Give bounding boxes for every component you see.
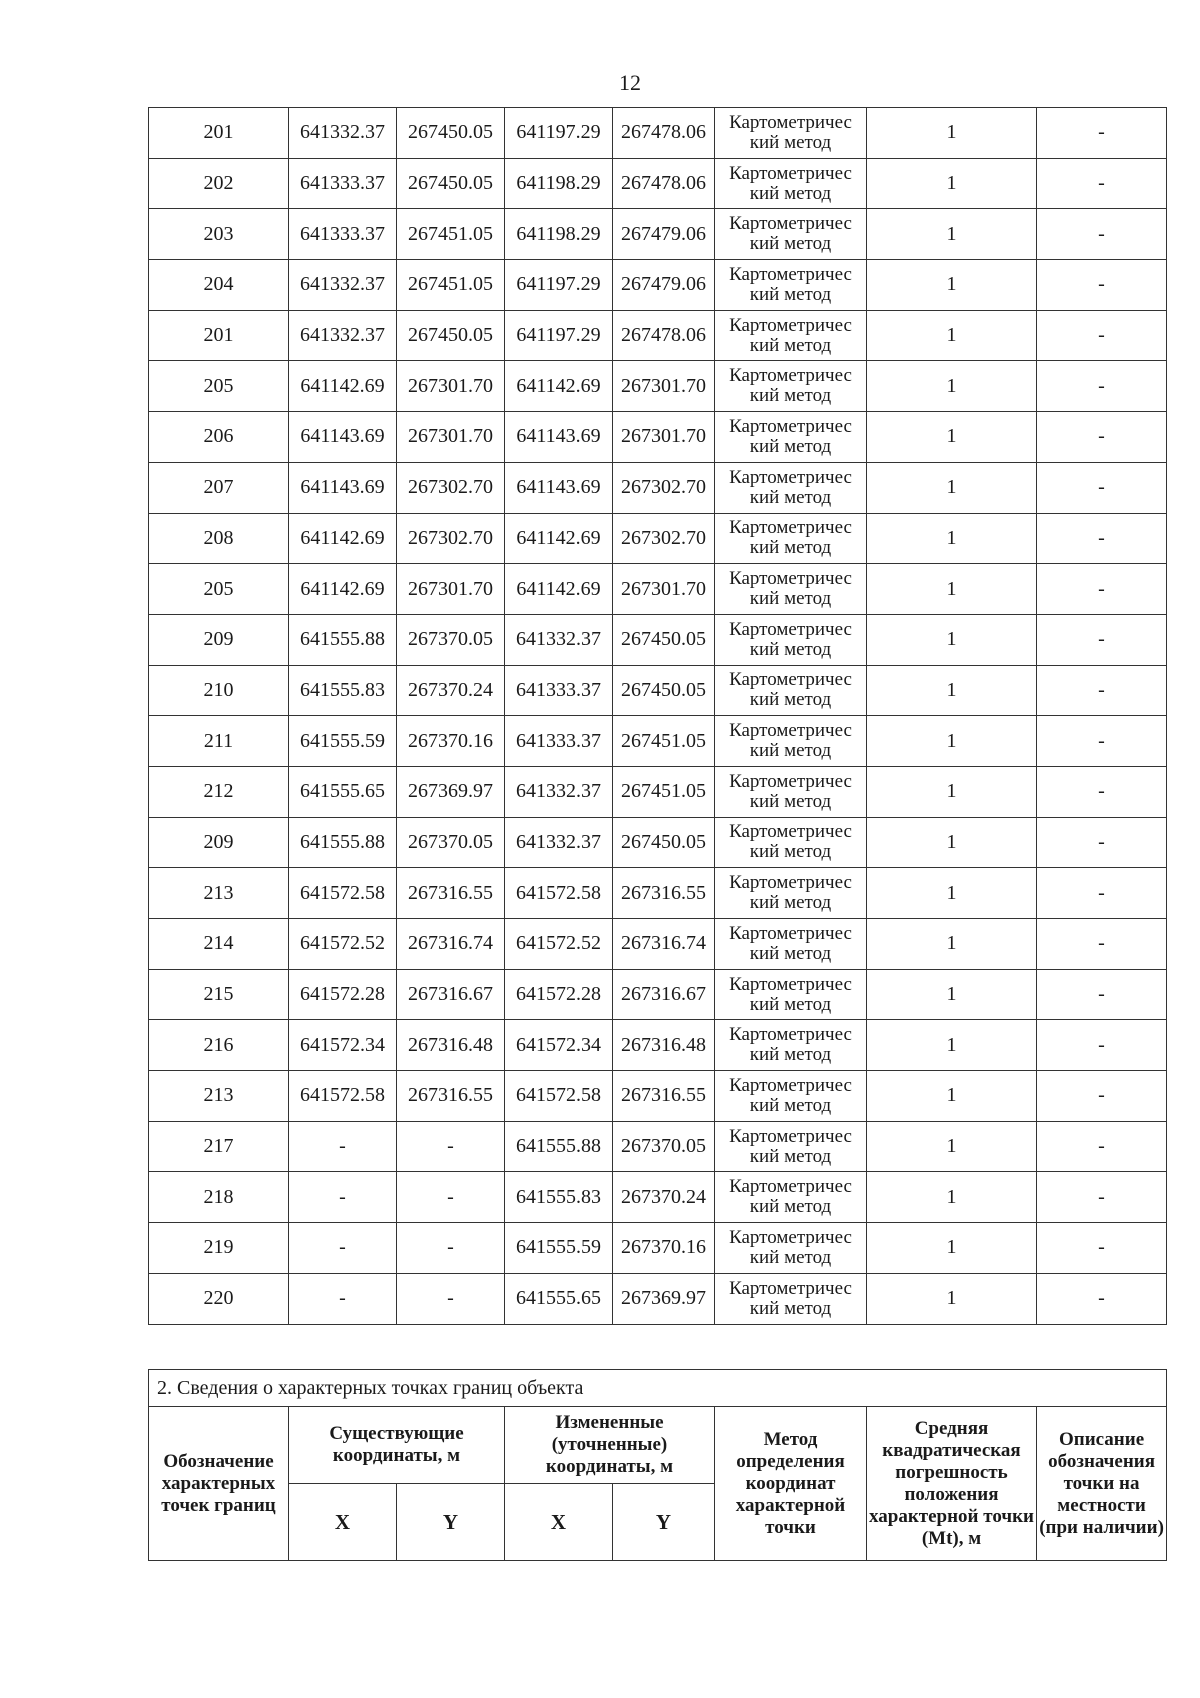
table-row <box>149 209 1167 260</box>
existing-x-cell: 641572.58 <box>289 1071 397 1122</box>
description-cell: - <box>1037 513 1167 564</box>
method-text: Картометричес <box>729 517 852 539</box>
existing-x-cell: 641332.37 <box>289 310 397 361</box>
method-text: Картометричес <box>729 111 852 133</box>
method-text: Картометричес <box>729 1226 852 1248</box>
changed-x-cell: 641572.52 <box>505 919 613 970</box>
point-cell: 214 <box>149 919 289 970</box>
method-text: кий метод <box>749 740 832 762</box>
existing-x-cell: 641555.88 <box>289 614 397 665</box>
point-cell: 208 <box>149 513 289 564</box>
changed-y-cell: 267316.55 <box>613 1071 715 1122</box>
method-text: Картометричес <box>729 1125 852 1147</box>
method-cell <box>715 868 867 919</box>
changed-x-cell: 641142.69 <box>505 361 613 412</box>
table-row <box>149 1223 1167 1274</box>
changed-y-cell: 267316.55 <box>613 868 715 919</box>
method-cell <box>715 716 867 767</box>
description-cell: - <box>1037 361 1167 412</box>
point-cell: 213 <box>149 868 289 919</box>
point-cell: 205 <box>149 564 289 615</box>
table-row <box>149 868 1167 919</box>
existing-y-cell: 267370.05 <box>397 614 505 665</box>
changed-y-cell: 267479.06 <box>613 260 715 311</box>
existing-y-cell: 267302.70 <box>397 462 505 513</box>
method-cell <box>715 969 867 1020</box>
changed-y-cell: 267450.05 <box>613 665 715 716</box>
existing-y-cell: 267302.70 <box>397 513 505 564</box>
description-cell: - <box>1037 1121 1167 1172</box>
changed-x-cell: 641197.29 <box>505 310 613 361</box>
error-cell: 1 <box>867 817 1037 868</box>
changed-x-cell: 641198.29 <box>505 158 613 209</box>
table-row <box>149 1273 1167 1324</box>
existing-y-cell: - <box>397 1172 505 1223</box>
changed-y-cell: 267478.06 <box>613 158 715 209</box>
existing-x-cell: 641555.88 <box>289 817 397 868</box>
description-cell: - <box>1037 919 1167 970</box>
method-cell <box>715 1121 867 1172</box>
changed-y-cell: 267370.05 <box>613 1121 715 1172</box>
header-designation: Обозначение характерных точек границ <box>149 1407 289 1561</box>
header-changed-x: X <box>505 1484 613 1561</box>
existing-y-cell: 267301.70 <box>397 412 505 463</box>
point-cell: 215 <box>149 969 289 1020</box>
page-number: 12 <box>619 70 641 95</box>
method-text: кий метод <box>749 1094 832 1116</box>
method-text: кий метод <box>749 334 832 356</box>
table-row <box>149 716 1167 767</box>
coordinates-table <box>148 107 1167 1325</box>
table-row <box>149 817 1167 868</box>
method-cell <box>715 209 867 260</box>
method-text: Картометричес <box>729 314 852 336</box>
description-cell: - <box>1037 868 1167 919</box>
section2-title: 2. Сведения о характерных точках границ объекта <box>149 1370 1167 1407</box>
changed-x-cell: 641333.37 <box>505 716 613 767</box>
method-text: кий метод <box>749 790 832 812</box>
method-text: Картометричес <box>729 213 852 235</box>
existing-x-cell: - <box>289 1172 397 1223</box>
method-cell <box>715 412 867 463</box>
header-method: Метод определения координат характерной точки <box>715 1407 867 1561</box>
changed-x-cell: 641555.88 <box>505 1121 613 1172</box>
method-text: кий метод <box>749 233 832 255</box>
changed-y-cell: 267370.24 <box>613 1172 715 1223</box>
point-cell: 203 <box>149 209 289 260</box>
point-cell: 219 <box>149 1223 289 1274</box>
changed-x-cell: 641197.29 <box>505 260 613 311</box>
point-cell: 209 <box>149 614 289 665</box>
header-description: Описание обозначения точки на местности (при наличии) <box>1037 1407 1167 1561</box>
changed-x-cell: 641572.58 <box>505 868 613 919</box>
method-text: Картометричес <box>729 415 852 437</box>
method-cell <box>715 1071 867 1122</box>
method-text: кий метод <box>749 1297 832 1319</box>
table-row <box>149 310 1167 361</box>
point-cell: 205 <box>149 361 289 412</box>
error-cell: 1 <box>867 412 1037 463</box>
existing-x-cell: - <box>289 1223 397 1274</box>
changed-x-cell: 641333.37 <box>505 665 613 716</box>
error-cell: 1 <box>867 766 1037 817</box>
table-row <box>149 260 1167 311</box>
method-text: Картометричес <box>729 973 852 995</box>
existing-x-cell: 641572.34 <box>289 1020 397 1071</box>
method-text: Картометричес <box>729 1277 852 1299</box>
method-text: кий метод <box>749 131 832 153</box>
changed-y-cell: 267370.16 <box>613 1223 715 1274</box>
existing-x-cell: 641332.37 <box>289 108 397 159</box>
table-row <box>149 1020 1167 1071</box>
error-cell: 1 <box>867 919 1037 970</box>
existing-x-cell: 641332.37 <box>289 260 397 311</box>
changed-x-cell: 641555.65 <box>505 1273 613 1324</box>
method-cell <box>715 260 867 311</box>
existing-x-cell: 641333.37 <box>289 158 397 209</box>
changed-y-cell: 267478.06 <box>613 108 715 159</box>
header-changed-y: Y <box>613 1484 715 1561</box>
method-text: кий метод <box>749 993 832 1015</box>
table-row <box>149 513 1167 564</box>
point-cell: 207 <box>149 462 289 513</box>
point-cell: 211 <box>149 716 289 767</box>
error-cell: 1 <box>867 513 1037 564</box>
point-cell: 206 <box>149 412 289 463</box>
point-cell: 209 <box>149 817 289 868</box>
existing-y-cell: 267370.05 <box>397 817 505 868</box>
section2-table <box>148 1369 1167 1561</box>
method-text: Картометричес <box>729 263 852 285</box>
existing-x-cell: 641143.69 <box>289 462 397 513</box>
description-cell: - <box>1037 209 1167 260</box>
point-cell: 201 <box>149 108 289 159</box>
changed-y-cell: 267369.97 <box>613 1273 715 1324</box>
existing-x-cell: 641333.37 <box>289 209 397 260</box>
existing-y-cell: 267316.67 <box>397 969 505 1020</box>
method-cell <box>715 614 867 665</box>
error-cell: 1 <box>867 1172 1037 1223</box>
method-cell <box>715 564 867 615</box>
error-cell: 1 <box>867 209 1037 260</box>
method-text: кий метод <box>749 1246 832 1268</box>
existing-y-cell: - <box>397 1223 505 1274</box>
error-cell: 1 <box>867 868 1037 919</box>
method-cell <box>715 462 867 513</box>
method-text: кий метод <box>749 283 832 305</box>
method-text: кий метод <box>749 638 832 660</box>
error-cell: 1 <box>867 1273 1037 1324</box>
existing-x-cell: 641572.58 <box>289 868 397 919</box>
error-cell: 1 <box>867 1121 1037 1172</box>
changed-y-cell: 267316.74 <box>613 919 715 970</box>
method-text: кий метод <box>749 689 832 711</box>
method-text: Картометричес <box>729 821 852 843</box>
changed-y-cell: 267316.67 <box>613 969 715 1020</box>
changed-x-cell: 641572.58 <box>505 1071 613 1122</box>
description-cell: - <box>1037 412 1167 463</box>
method-text: Картометричес <box>729 466 852 488</box>
method-text: кий метод <box>749 537 832 559</box>
table-row <box>149 108 1167 159</box>
description-cell: - <box>1037 1020 1167 1071</box>
description-cell: - <box>1037 1172 1167 1223</box>
point-cell: 217 <box>149 1121 289 1172</box>
changed-x-cell: 641572.34 <box>505 1020 613 1071</box>
changed-y-cell: 267301.70 <box>613 412 715 463</box>
method-text: Картометричес <box>729 1176 852 1198</box>
existing-y-cell: 267370.24 <box>397 665 505 716</box>
method-text: кий метод <box>749 1044 832 1066</box>
existing-x-cell: 641555.65 <box>289 766 397 817</box>
table-row <box>149 564 1167 615</box>
method-text: кий метод <box>749 486 832 508</box>
changed-x-cell: 641555.59 <box>505 1223 613 1274</box>
error-cell: 1 <box>867 260 1037 311</box>
table-row <box>149 1121 1167 1172</box>
header-existing-y: Y <box>397 1484 505 1561</box>
error-cell: 1 <box>867 614 1037 665</box>
description-cell: - <box>1037 462 1167 513</box>
changed-x-cell: 641142.69 <box>505 513 613 564</box>
description-cell: - <box>1037 158 1167 209</box>
method-text: кий метод <box>749 942 832 964</box>
description-cell: - <box>1037 1273 1167 1324</box>
description-cell: - <box>1037 260 1167 311</box>
error-cell: 1 <box>867 1223 1037 1274</box>
method-cell <box>715 665 867 716</box>
changed-y-cell: 267451.05 <box>613 766 715 817</box>
method-text: кий метод <box>749 588 832 610</box>
method-cell <box>715 1020 867 1071</box>
method-cell <box>715 310 867 361</box>
table-row <box>149 1071 1167 1122</box>
existing-y-cell: - <box>397 1121 505 1172</box>
changed-x-cell: 641332.37 <box>505 817 613 868</box>
method-text: Картометричес <box>729 365 852 387</box>
error-cell: 1 <box>867 969 1037 1020</box>
method-cell <box>715 1223 867 1274</box>
description-cell: - <box>1037 1223 1167 1274</box>
table-row <box>149 766 1167 817</box>
method-text: кий метод <box>749 841 832 863</box>
error-cell: 1 <box>867 108 1037 159</box>
existing-y-cell: 267370.16 <box>397 716 505 767</box>
existing-y-cell: 267450.05 <box>397 108 505 159</box>
changed-x-cell: 641197.29 <box>505 108 613 159</box>
description-cell: - <box>1037 564 1167 615</box>
error-cell: 1 <box>867 462 1037 513</box>
method-text: кий метод <box>749 892 832 914</box>
point-cell: 202 <box>149 158 289 209</box>
changed-y-cell: 267302.70 <box>613 462 715 513</box>
method-cell <box>715 108 867 159</box>
changed-x-cell: 641143.69 <box>505 462 613 513</box>
existing-x-cell: 641572.28 <box>289 969 397 1020</box>
error-cell: 1 <box>867 158 1037 209</box>
changed-y-cell: 267451.05 <box>613 716 715 767</box>
header-existing-x: X <box>289 1484 397 1561</box>
table-row <box>149 158 1167 209</box>
method-text: Картометричес <box>729 1074 852 1096</box>
existing-x-cell: 641142.69 <box>289 361 397 412</box>
existing-x-cell: - <box>289 1273 397 1324</box>
existing-y-cell: 267316.55 <box>397 868 505 919</box>
error-cell: 1 <box>867 1071 1037 1122</box>
error-cell: 1 <box>867 716 1037 767</box>
table-row <box>149 919 1167 970</box>
error-cell: 1 <box>867 564 1037 615</box>
existing-y-cell: 267369.97 <box>397 766 505 817</box>
existing-y-cell: 267301.70 <box>397 361 505 412</box>
changed-x-cell: 641555.83 <box>505 1172 613 1223</box>
method-cell <box>715 361 867 412</box>
changed-y-cell: 267301.70 <box>613 564 715 615</box>
error-cell: 1 <box>867 310 1037 361</box>
changed-x-cell: 641198.29 <box>505 209 613 260</box>
changed-y-cell: 267479.06 <box>613 209 715 260</box>
changed-y-cell: 267450.05 <box>613 614 715 665</box>
method-text: кий метод <box>749 1196 832 1218</box>
table-row <box>149 969 1167 1020</box>
point-cell: 212 <box>149 766 289 817</box>
existing-y-cell: 267316.48 <box>397 1020 505 1071</box>
error-cell: 1 <box>867 665 1037 716</box>
method-text: Картометричес <box>729 618 852 640</box>
table-row <box>149 462 1167 513</box>
description-cell: - <box>1037 969 1167 1020</box>
point-cell: 210 <box>149 665 289 716</box>
existing-x-cell: 641143.69 <box>289 412 397 463</box>
description-cell: - <box>1037 1071 1167 1122</box>
method-cell <box>715 817 867 868</box>
existing-x-cell: - <box>289 1121 397 1172</box>
header-error: Средняя квадратическая погрешность положения характерной точки (Mt), м <box>867 1407 1037 1561</box>
point-cell: 218 <box>149 1172 289 1223</box>
changed-x-cell: 641142.69 <box>505 564 613 615</box>
point-cell: 213 <box>149 1071 289 1122</box>
method-text: Картометричес <box>729 162 852 184</box>
description-cell: - <box>1037 310 1167 361</box>
existing-x-cell: 641572.52 <box>289 919 397 970</box>
existing-x-cell: 641555.83 <box>289 665 397 716</box>
existing-y-cell: 267450.05 <box>397 310 505 361</box>
changed-x-cell: 641332.37 <box>505 766 613 817</box>
existing-y-cell: 267301.70 <box>397 564 505 615</box>
point-cell: 220 <box>149 1273 289 1324</box>
method-text: Картометричес <box>729 1024 852 1046</box>
header-existing-coords: Существующие координаты, м <box>289 1407 505 1484</box>
existing-y-cell: 267316.74 <box>397 919 505 970</box>
description-cell: - <box>1037 614 1167 665</box>
method-text: Картометричес <box>729 720 852 742</box>
description-cell: - <box>1037 766 1167 817</box>
changed-x-cell: 641572.28 <box>505 969 613 1020</box>
changed-y-cell: 267301.70 <box>613 361 715 412</box>
existing-x-cell: 641142.69 <box>289 513 397 564</box>
changed-y-cell: 267316.48 <box>613 1020 715 1071</box>
existing-y-cell: 267450.05 <box>397 158 505 209</box>
description-cell: - <box>1037 108 1167 159</box>
description-cell: - <box>1037 665 1167 716</box>
method-text: кий метод <box>749 435 832 457</box>
point-cell: 204 <box>149 260 289 311</box>
table-row <box>149 412 1167 463</box>
method-text: Картометричес <box>729 669 852 691</box>
method-cell <box>715 1172 867 1223</box>
changed-y-cell: 267302.70 <box>613 513 715 564</box>
method-text: кий метод <box>749 1145 832 1167</box>
method-cell <box>715 919 867 970</box>
description-cell: - <box>1037 716 1167 767</box>
existing-y-cell: - <box>397 1273 505 1324</box>
method-text: кий метод <box>749 385 832 407</box>
changed-x-cell: 641143.69 <box>505 412 613 463</box>
point-cell: 216 <box>149 1020 289 1071</box>
method-text: Картометричес <box>729 872 852 894</box>
existing-y-cell: 267451.05 <box>397 260 505 311</box>
existing-x-cell: 641555.59 <box>289 716 397 767</box>
method-cell <box>715 1273 867 1324</box>
changed-y-cell: 267478.06 <box>613 310 715 361</box>
table-row <box>149 614 1167 665</box>
existing-y-cell: 267316.55 <box>397 1071 505 1122</box>
method-text: кий метод <box>749 182 832 204</box>
method-cell <box>715 513 867 564</box>
table-row <box>149 361 1167 412</box>
error-cell: 1 <box>867 361 1037 412</box>
existing-y-cell: 267451.05 <box>397 209 505 260</box>
table-row <box>149 665 1167 716</box>
method-text: Картометричес <box>729 922 852 944</box>
changed-y-cell: 267450.05 <box>613 817 715 868</box>
point-cell: 201 <box>149 310 289 361</box>
existing-x-cell: 641142.69 <box>289 564 397 615</box>
method-text: Картометричес <box>729 568 852 590</box>
method-text: Картометричес <box>729 770 852 792</box>
description-cell: - <box>1037 817 1167 868</box>
changed-x-cell: 641332.37 <box>505 614 613 665</box>
header-changed-coords: Измененные (уточненные) координаты, м <box>505 1407 715 1484</box>
method-cell <box>715 766 867 817</box>
table-row <box>149 1172 1167 1223</box>
method-cell <box>715 158 867 209</box>
error-cell: 1 <box>867 1020 1037 1071</box>
